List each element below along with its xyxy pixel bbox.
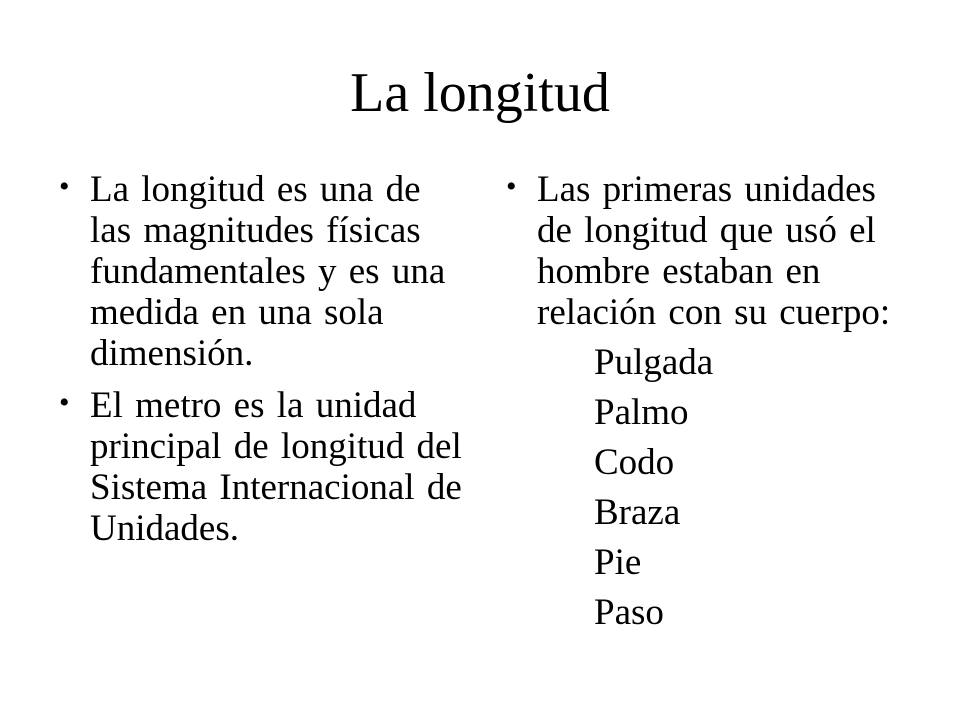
bullet-text-line: de longitud que usó el bbox=[537, 210, 876, 251]
bullet-text-line: dimensión. bbox=[90, 333, 254, 374]
bullet-text-line: fundamentales y es una bbox=[90, 251, 446, 292]
unit-item-codo: Codo bbox=[594, 442, 675, 483]
bullet-icon: • bbox=[506, 170, 517, 203]
bullet-text-line: La longitud es una de bbox=[90, 169, 421, 210]
bullet-text-line: Las primeras unidades bbox=[537, 169, 876, 210]
unit-list bbox=[537, 342, 917, 633]
unit-item-pulgada: Pulgada bbox=[594, 342, 714, 383]
bullet-text-line: las magnitudes físicas bbox=[90, 210, 421, 251]
bullet-text-line: relación con su cuerpo: bbox=[537, 292, 891, 333]
bullet-icon: • bbox=[59, 386, 70, 419]
left-column bbox=[59, 169, 470, 549]
unit-item-paso: Paso bbox=[594, 592, 664, 633]
bullet-text-line: Sistema Internacional de bbox=[90, 467, 462, 508]
bullet-text-line: hombre estaban en bbox=[537, 251, 821, 292]
bullet-item-definition bbox=[59, 169, 470, 374]
bullet-text-line: Unidades. bbox=[90, 508, 239, 549]
bullet-text-line: principal de longitud del bbox=[90, 426, 462, 467]
slide-title: La longitud bbox=[350, 62, 610, 124]
bullet-item-primeras-unidades bbox=[506, 169, 917, 333]
bullet-item-metro bbox=[59, 385, 470, 549]
bullet-text-line: medida en una sola bbox=[90, 292, 384, 333]
unit-item-pie: Pie bbox=[594, 542, 642, 583]
bullet-icon: • bbox=[59, 170, 70, 203]
right-column bbox=[506, 169, 917, 633]
bullet-text-line: El metro es la unidad bbox=[90, 385, 417, 426]
unit-item-braza: Braza bbox=[594, 492, 681, 533]
unit-item-palmo: Palmo bbox=[594, 392, 689, 433]
